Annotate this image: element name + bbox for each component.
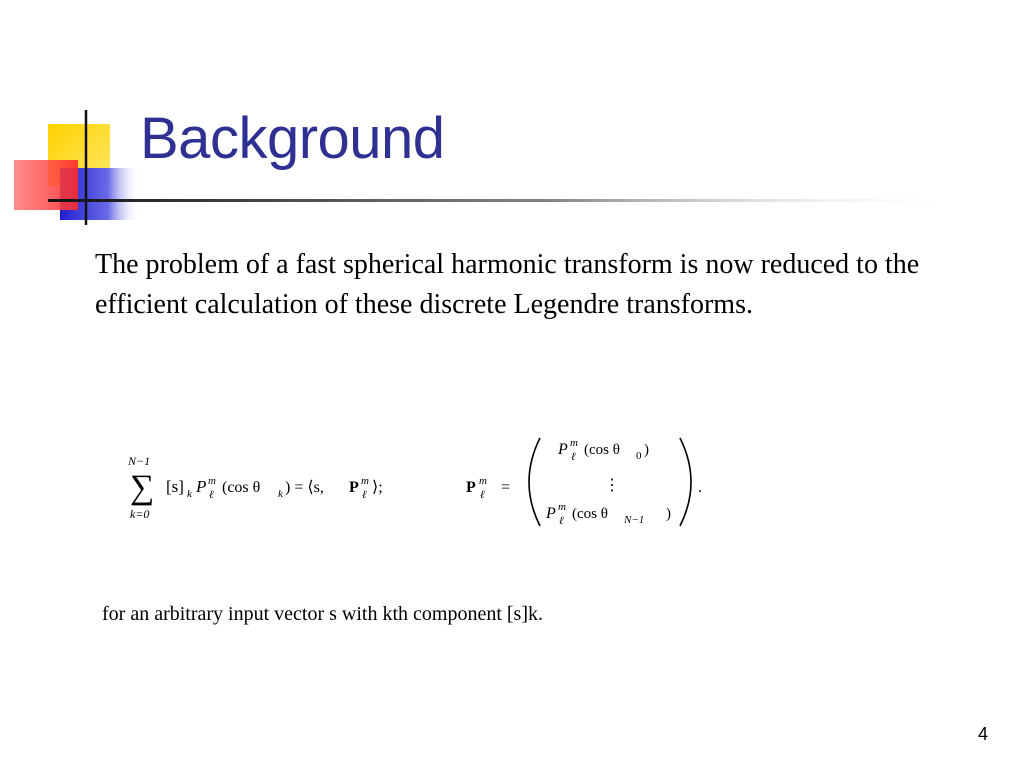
slide-title: Background bbox=[140, 106, 445, 171]
inner-product-close: ⟩; bbox=[372, 479, 383, 496]
entry-top-close: ) bbox=[644, 442, 649, 458]
lhs-argument-sub: k bbox=[278, 488, 283, 500]
page-number: 4 bbox=[978, 724, 989, 744]
legendre-transform-formula bbox=[118, 432, 738, 532]
body-paragraph: The problem of a fast spherical harmonic transform is now reduced to the efficient calculation of these discrete Legendre transforms. bbox=[95, 249, 920, 320]
legendre-p: P bbox=[196, 477, 207, 496]
inner-product-open: ) = ⟨s, bbox=[285, 479, 324, 496]
lhs-subscript: k bbox=[187, 488, 192, 500]
deco-red-square bbox=[14, 160, 78, 210]
sum-symbol: ∑ bbox=[130, 469, 155, 506]
legendre-p-sup: m bbox=[208, 475, 216, 487]
entry-dots: ⋮ bbox=[604, 477, 620, 494]
entry-top-p-sub: ℓ bbox=[571, 451, 576, 463]
legendre-p-sub: ℓ bbox=[209, 489, 214, 501]
entry-top-arg: (cos θ bbox=[584, 442, 620, 458]
lhs-argument: (cos θ bbox=[222, 479, 261, 496]
entry-bottom-arg: (cos θ bbox=[572, 506, 608, 522]
formula-caption: for an arbitrary input vector s with kth component [s]k. bbox=[102, 603, 543, 625]
entry-bottom-p-sub: ℓ bbox=[559, 515, 564, 527]
lhs-vector: [s] bbox=[166, 477, 184, 496]
sum-lower-limit: k=0 bbox=[130, 507, 150, 521]
vector-p: P bbox=[466, 479, 476, 496]
entry-bottom-p: P bbox=[546, 505, 556, 522]
right-paren bbox=[680, 438, 691, 526]
formula-period: . bbox=[698, 479, 702, 496]
sum-upper-limit: N−1 bbox=[128, 454, 151, 468]
vector-equals: = bbox=[501, 479, 511, 496]
vector-p-sub: ℓ bbox=[480, 489, 485, 501]
entry-bottom-close: ) bbox=[666, 506, 671, 522]
entry-top-arg-sub: 0 bbox=[636, 450, 642, 462]
entry-top-p: P bbox=[558, 441, 568, 458]
inner-product-p-sup: m bbox=[361, 475, 369, 487]
entry-top-p-sup: m bbox=[570, 437, 578, 449]
entry-bottom-p-sup: m bbox=[558, 501, 566, 513]
vector-p-sup: m bbox=[479, 475, 487, 487]
inner-product-p-sub: ℓ bbox=[362, 489, 367, 501]
left-paren bbox=[529, 438, 540, 526]
entry-bottom-arg-sub: N−1 bbox=[624, 514, 645, 526]
inner-product-p: P bbox=[349, 479, 359, 496]
title-rule bbox=[48, 199, 968, 202]
